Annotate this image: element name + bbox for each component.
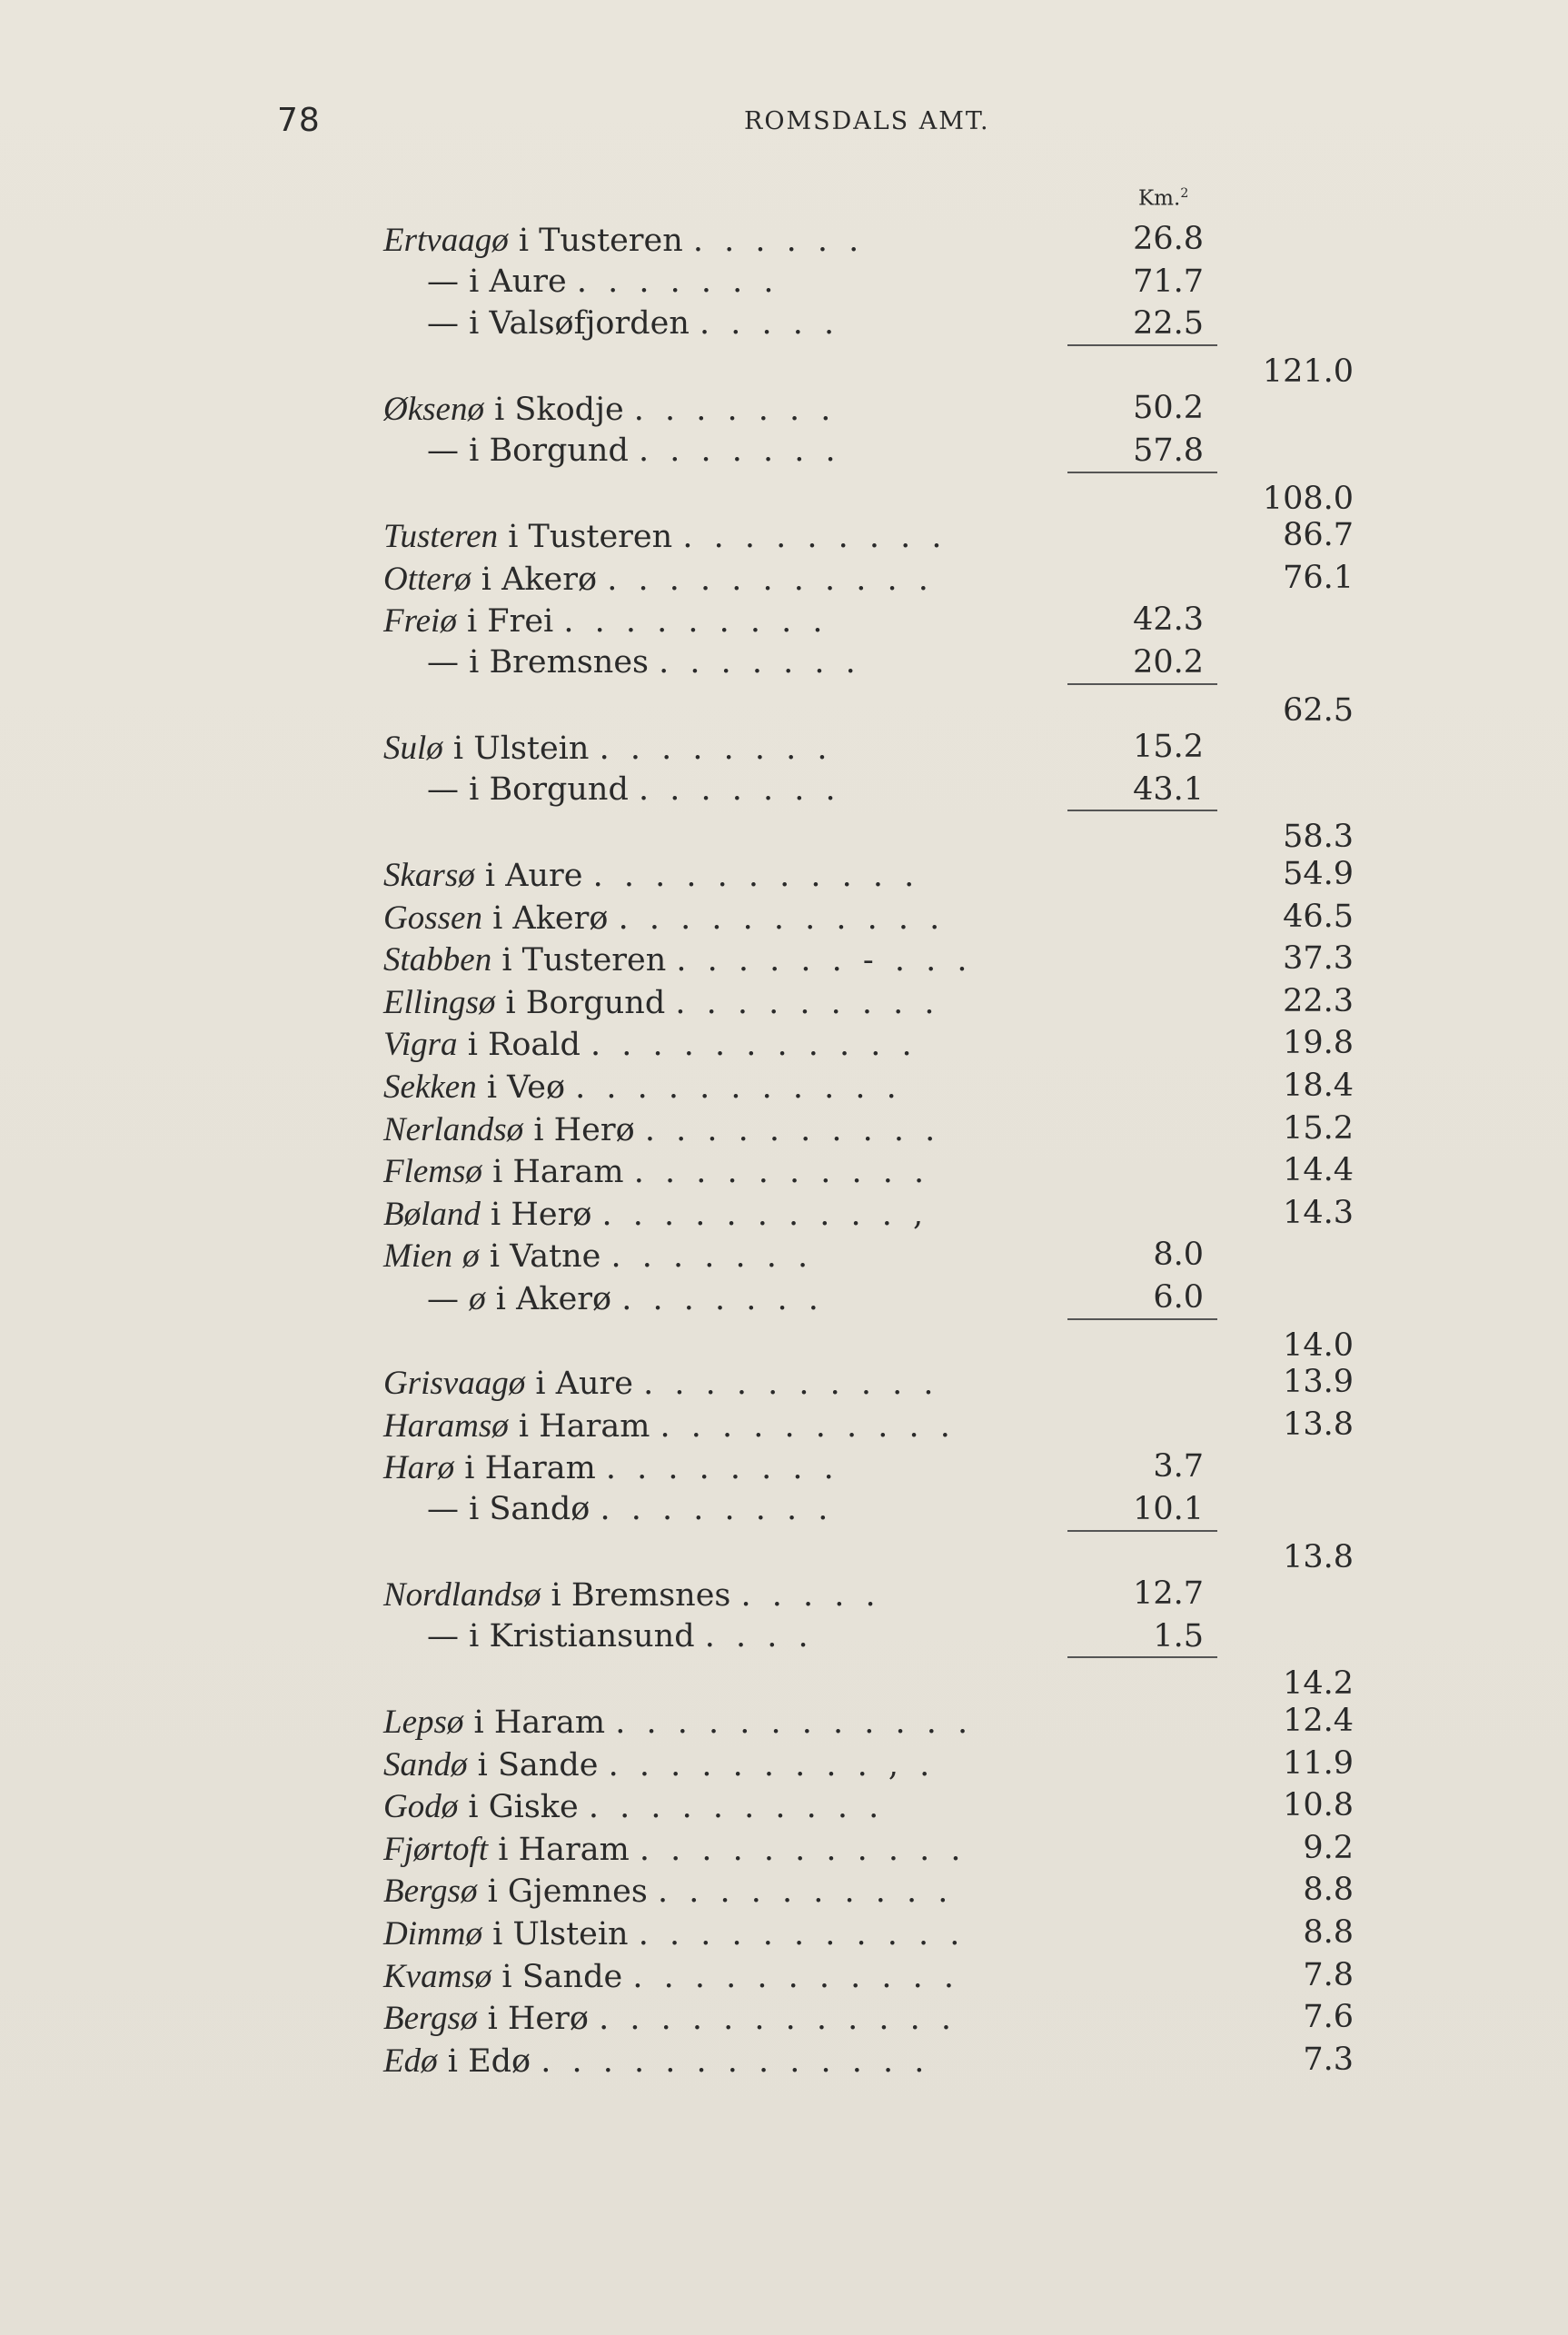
island-suffix: ø [469,1280,486,1317]
leader-dots: . . . . . . - . . . [676,942,973,979]
leader-dots: . . . . . . . . . . . . [615,1704,974,1741]
parish-name: i Haram [518,1407,650,1445]
row-label [383,1068,902,1107]
parish-name: i Sandø [469,1491,590,1527]
parish-name: i Herø [491,1196,592,1233]
subtotal-value: 14.2 [1283,1665,1354,1703]
row-label [383,899,945,938]
island-area: 18.4 [1283,1068,1354,1104]
parish-name: i Aure [535,1366,633,1403]
row-label [383,1957,959,1996]
parish-name: i Roald [467,1027,581,1064]
parish-name: i Ulstein [492,1916,629,1952]
island-name: Øksenø [383,391,484,429]
island-area: 76.1 [1283,559,1354,596]
parish-name: i Sande [477,1746,599,1784]
island-name: Tusteren [383,518,499,556]
leader-dots: . . . . . . . . . . . [638,1916,966,1952]
row-label [383,517,947,556]
leader-dots: . . . . . [740,1577,881,1615]
row-label [383,1999,957,2038]
island-name: Dimmø [383,1915,482,1952]
ditto-dash: — [427,432,459,469]
island-name: Sulø [383,730,443,768]
leader-dots: . . . . . . . [576,263,779,300]
ditto-dash: — [427,305,459,343]
table-row [0,1830,1568,1873]
parish-name: i Borgund [469,432,629,469]
row-label [383,1703,973,1742]
parish-name: i Giske [468,1789,579,1826]
subtotal-value: 58.3 [1283,819,1354,856]
island-name: Sandø [383,1745,468,1784]
parish-name: i Herø [533,1111,635,1148]
table-row [0,1872,1568,1914]
row-label [383,1830,967,1869]
leader-dots: . . . . . . . [639,770,841,808]
row-label [383,1745,935,1784]
component-area: 3.7 [1153,1448,1204,1485]
island-area: 8.8 [1303,1872,1354,1909]
island-name: Godø [383,1788,459,1826]
row-label [383,729,832,768]
island-area: 7.6 [1303,1999,1354,2036]
leader-dots: . . . . . . . [639,432,841,469]
parish-name: i Edø [447,2042,531,2080]
leader-dots: . . . . . . . . . [563,603,829,641]
island-name: Vigra [383,1026,458,1064]
component-area: 26.8 [1133,221,1204,257]
row-label [383,601,829,641]
unit-superscript: 2 [1180,186,1189,201]
component-area: 42.3 [1133,601,1204,639]
island-name: Ellingsø [383,983,496,1021]
component-area: 12.7 [1133,1575,1204,1613]
leader-dots: . . . . . . . . [600,1491,834,1527]
row-label [383,1364,939,1403]
parish-name: i Borgund [505,984,666,1021]
island-name: Nerlandsø [383,1110,524,1148]
table-row [0,1025,1568,1068]
leader-dots: . . . . . . . [621,1281,824,1317]
island-area: 11.9 [1283,1744,1354,1782]
ditto-dash: — [427,1491,459,1527]
island-area: 86.7 [1283,517,1354,554]
row-label [383,1152,929,1191]
ditto-dash: — [427,263,459,300]
table-row [0,1364,1568,1406]
table-row [0,517,1568,560]
component-area: 8.0 [1153,1237,1204,1274]
island-name: Gossen [383,899,482,937]
island-area: 12.4 [1283,1703,1354,1739]
row-label [383,390,836,429]
row-label [383,1872,953,1911]
leader-dots: . . . . . . . . . . [644,1111,941,1148]
island-area: 15.2 [1283,1109,1354,1147]
island-area: 37.3 [1283,940,1354,978]
row-label [383,1195,928,1234]
table-row [0,560,1568,602]
island-area: 7.3 [1303,2041,1354,2078]
parish-name: i Kristiansund [469,1617,695,1654]
parish-name: i Frei [466,603,554,641]
row-label [383,1787,884,1826]
table-row [0,601,1568,644]
island-area: 7.8 [1303,1956,1354,1993]
leader-dots: . . . . . . . . [599,730,833,768]
leader-dots: . . . . . . . . . . [633,1154,930,1191]
island-name: Fjørtoft [383,1830,489,1868]
component-area: 57.8 [1133,432,1204,469]
table-row [0,1152,1568,1195]
island-name: Skarsø [383,857,475,894]
subtotal-value: 62.5 [1283,691,1354,729]
row-label [427,1618,814,1654]
parish-name: i Aure [484,858,583,894]
parish-name: i Akerø [481,561,598,598]
parish-name: i Aure [469,263,567,300]
parish-name: i Herø [487,2001,589,2038]
subtotal-rule [1067,810,1217,811]
island-name: Sekken [383,1068,477,1106]
leader-dots: . . . . . . . . . . . [590,1027,918,1064]
parish-name: i Haram [473,1704,606,1741]
table-row [0,432,1568,475]
island-name: Bergsø [383,2000,478,2038]
leader-dots: . . . . . . . . . . . [632,1958,959,1995]
parish-name: i Haram [464,1450,596,1487]
ditto-dash: — [427,770,459,808]
row-label [383,1110,940,1149]
table-row [0,390,1568,432]
table-row [0,1195,1568,1237]
table-row [0,1999,1568,2042]
table-row [0,1448,1568,1491]
subtotal-rule [1067,344,1217,346]
parish-name: i Tusteren [501,942,667,979]
parish-name: i Vatne [489,1238,601,1276]
component-area: 1.5 [1153,1617,1204,1654]
table-row [0,1745,1568,1788]
parish-name: i Veø [486,1069,566,1106]
table-row [0,1491,1568,1534]
table-row [0,1279,1568,1322]
table-row [0,644,1568,687]
parish-name: i Akerø [495,1281,612,1317]
island-name: Bøland [383,1195,481,1233]
leader-dots: . . . . . . . . . . . . [599,2001,957,2038]
row-label [383,1448,839,1487]
island-area: 46.5 [1283,898,1354,935]
row-label [383,1914,965,1953]
subtotal-value: 13.8 [1283,1538,1354,1575]
component-area: 43.1 [1133,770,1204,808]
row-label [427,432,841,469]
table-row [0,983,1568,1026]
table-row [0,856,1568,899]
row-label [427,263,779,300]
parish-name: i Akerø [492,899,609,937]
island-name: Flemsø [383,1153,482,1191]
island-name: Haramsø [383,1406,509,1445]
island-area: 10.8 [1283,1787,1354,1824]
leader-dots: . . . . . . . . . [682,519,948,556]
unit-text: Km. [1138,186,1181,211]
leader-dots: . . . . . . . . . . . . . [541,2042,930,2080]
island-name: Stabben [383,941,492,979]
parish-name: i Skodje [494,392,624,429]
parish-name: i Haram [492,1154,624,1191]
row-label [383,983,940,1022]
island-name: Harø [383,1449,455,1487]
island-name: Ertvaagø [383,222,509,259]
island-area: 9.2 [1303,1829,1354,1866]
table-row [0,940,1568,983]
leader-dots: . . . . . . . . . . [588,1789,885,1826]
table-row [0,1575,1568,1618]
ditto-dash: — [427,1281,459,1317]
row-label [383,1575,881,1615]
subtotal-rule [1067,472,1217,473]
parish-name: i Ulstein [452,730,590,768]
table-row [0,1110,1568,1153]
parish-name: i Borgund [469,770,629,808]
parish-name: i Bremsnes [469,644,649,681]
leader-dots: . . . . . . . . . . . [639,1831,967,1868]
row-label [427,771,841,808]
row-label [427,1279,824,1318]
ditto-dash: — [427,644,459,681]
subtotal-value: 14.0 [1283,1326,1354,1364]
leader-dots: . . . . . . . . . . [660,1407,956,1445]
row-label [383,1025,918,1064]
island-name: Otterø [383,560,471,598]
component-area: 10.1 [1133,1491,1204,1527]
leader-dots: . . . . . . . . . . , [601,1196,929,1233]
table-row [0,1237,1568,1279]
component-area: 22.5 [1133,305,1204,343]
leader-dots: . . . . . . . . . , . [608,1746,936,1784]
island-name: Bergsø [383,1873,478,1911]
row-label [427,305,839,342]
leader-dots: . . . . . . . . . . [657,1873,954,1911]
leader-dots: . . . . . . . . [605,1450,839,1487]
parish-name: i Tusteren [508,519,673,556]
row-label [427,644,861,681]
island-area: 14.3 [1283,1194,1354,1231]
row-label [383,1406,956,1446]
island-name: Mien [383,1237,453,1276]
table-row [0,305,1568,348]
table-row [0,2042,1568,2084]
leader-dots: . . . . . . [692,223,865,259]
row-label [383,940,973,979]
subtotal-value: 121.0 [1262,353,1354,390]
row-label [383,856,919,895]
table-row [0,221,1568,263]
row-label [383,221,864,260]
leader-dots: . . . . . . . [633,392,837,429]
row-label [427,1491,833,1527]
subtotal-rule [1067,1530,1217,1532]
subtotal-value: 108.0 [1262,480,1354,517]
leader-dots: . . . . . . . . . . . [575,1069,902,1106]
component-area: 15.2 [1133,729,1204,766]
component-area: 6.0 [1153,1279,1204,1316]
island-name: Freiø [383,602,457,641]
parish-name: i Tusteren [518,223,683,259]
row-label [383,2042,929,2081]
island-area: 22.3 [1283,982,1354,1019]
component-area: 20.2 [1133,644,1204,681]
table-row [0,899,1568,941]
table-row [0,1068,1568,1110]
leader-dots: . . . . . [700,305,840,343]
island-area: 13.9 [1283,1364,1354,1401]
table-row [0,263,1568,306]
island-name: Lepsø [383,1704,464,1741]
island-suffix: ø [462,1237,480,1276]
component-area: 71.7 [1133,263,1204,300]
leader-dots: . . . . . . . . . [675,984,940,1021]
table-row [0,1957,1568,2000]
table-row [0,1406,1568,1449]
table-row [0,1914,1568,1957]
running-title: ROMSDALS AMT. [744,107,990,135]
leader-dots: . . . . . . . . . . . [618,899,946,937]
island-name: Kvamsø [383,1957,492,1995]
leader-dots: . . . . [704,1617,814,1654]
island-name: Edø [383,2042,438,2080]
page-number: 78 [277,102,321,139]
island-area: 13.8 [1283,1406,1354,1443]
row-label [383,560,934,599]
parish-name: i Haram [498,1831,630,1868]
table-row [0,1703,1568,1745]
leader-dots: . . . . . . . . . . . [592,858,920,894]
subtotal-rule [1067,1318,1217,1320]
table-row [0,1787,1568,1830]
leader-dots: . . . . . . . . . . [643,1366,939,1403]
island-area: 8.8 [1303,1914,1354,1951]
component-area: 50.2 [1133,390,1204,427]
parish-name: i Bremsnes [551,1577,731,1615]
island-area: 54.9 [1283,856,1354,892]
leader-dots: . . . . . . . [659,644,861,681]
subtotal-rule [1067,1656,1217,1658]
table-row [0,729,1568,771]
leader-dots: . . . . . . . [610,1238,814,1276]
row-label [383,1237,813,1276]
parish-name: i Sande [501,1958,623,1995]
subtotal-rule [1067,683,1217,685]
island-name: Grisvaagø [383,1365,526,1403]
leader-dots: . . . . . . . . . . . [607,561,934,598]
table-row [0,771,1568,814]
island-name: Nordlandsø [383,1576,541,1615]
island-area: 14.4 [1283,1152,1354,1189]
parish-name: i Valsøfjorden [469,305,690,343]
ditto-dash: — [427,1617,459,1654]
parish-name: i Gjemnes [487,1873,648,1911]
island-area: 19.8 [1283,1025,1354,1062]
table-row [0,1618,1568,1661]
